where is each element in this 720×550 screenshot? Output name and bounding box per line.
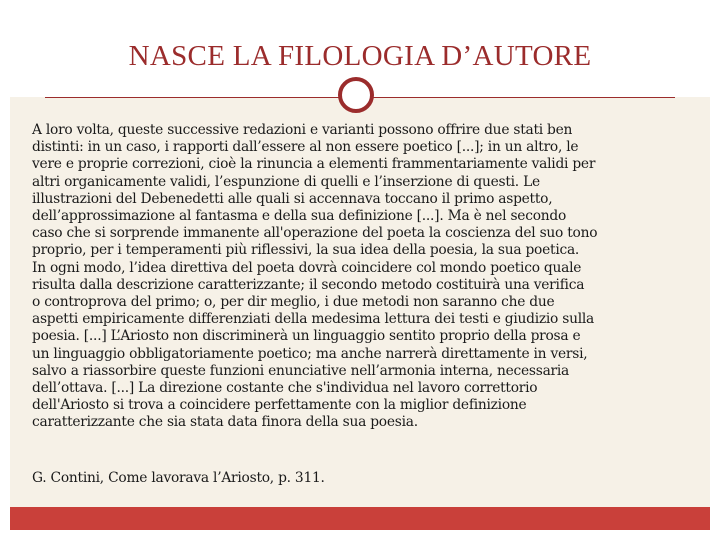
ring-ornament-icon xyxy=(338,77,374,113)
body-line: In ogni modo, l’idea direttiva del poeta dovrà coincidere col mondo poetico quale xyxy=(32,259,582,276)
body-line: aspetti empiricamente differenziati della medesima lettura dei testi e giudizio sulla xyxy=(32,311,595,328)
body-line: A loro volta, queste successive redazioni e varianti possono offrire due stati ben xyxy=(32,122,573,138)
body-line: dell'Ariosto si trova a coincidere perfettamente con la miglior definizione xyxy=(32,397,527,414)
body-line: caso che si sorprende immanente all'operazione del poeta la coscienza del suo tono xyxy=(32,225,598,242)
slide xyxy=(10,10,710,530)
body-line: illustrazioni del Debenedetti alle quali si accennava toccano il primo aspetto, xyxy=(32,190,553,207)
quote-body xyxy=(32,122,700,432)
body-line: caratterizzante che sia stata data finora della sua poesia. xyxy=(32,414,418,431)
body-line: risulta dalla descrizione caratterizzante; il secondo metodo costituirà una verifica xyxy=(32,276,585,293)
body-line: altri organicamente validi, l’espunzione di quelli e l’inserzione di questi. Le xyxy=(32,173,540,190)
body-line: vere e proprie correzioni, cioè la rinuncia a elementi frammentariamente validi per xyxy=(32,156,596,173)
body-line: un linguaggio obbligatoriamente poetico; ma anche narrerà direttamente in versi, xyxy=(32,345,588,362)
body-line: poesia. [...] L’Ariosto non discriminerà un linguaggio sentito proprio della prosa e xyxy=(32,328,581,345)
body-line: dell’approssimazione al fantasma e della sua definizione [...]. Ma è nel secondo xyxy=(32,208,567,225)
body-line: distinti: in un caso, i rapporti dall’essere al non essere poetico [...]; in un altro, le xyxy=(32,139,579,156)
body-line: o controprova del primo; o, per dir meglio, i due metodi non saranno che due xyxy=(32,294,555,311)
body-line: salvo a riassorbire queste funzioni enunciative nell’armonia interna, necessaria xyxy=(32,362,570,379)
citation: G. Contini, Come lavorava l’Ariosto, p. 311. xyxy=(32,470,325,486)
body-line: proprio, per i temperamenti più riflessivi, la sua idea della poesia, la sua poetica. xyxy=(32,242,580,259)
body-line: dell’ottava. [...] La direzione costante che s'individua nel lavoro correttorio xyxy=(32,380,538,397)
slide-title: NASCE LA FILOLOGIA D’AUTORE xyxy=(128,40,592,72)
footer-band xyxy=(10,507,710,530)
